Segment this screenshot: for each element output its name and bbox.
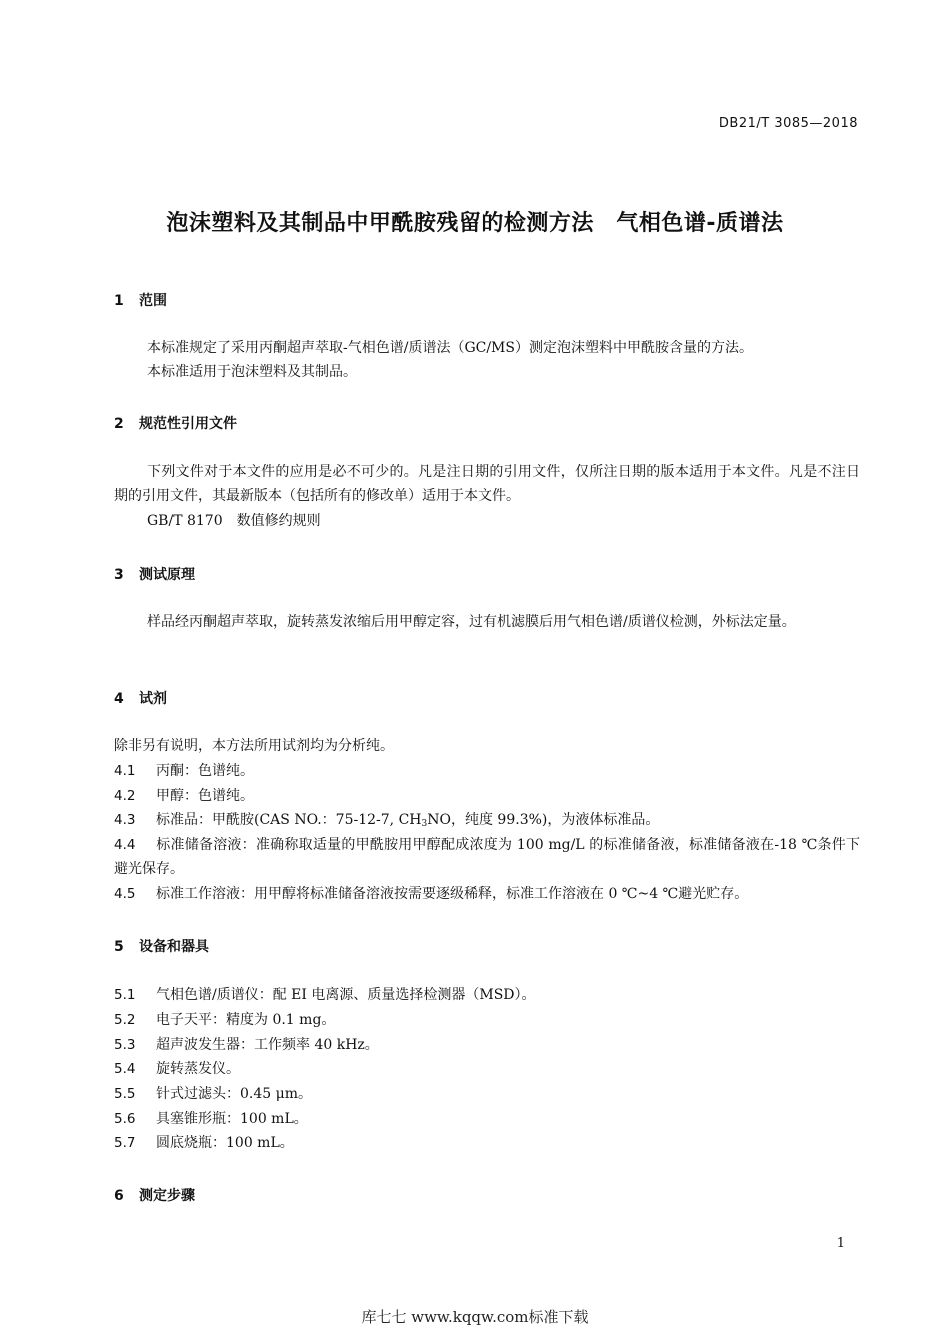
item-number: 4.2 [114,788,136,804]
principle-paragraph: 样品经丙酮超声萃取，旋转蒸发浓缩后用甲醇定容，过有机滤膜后用气相色谱/质谱仪检测，外标法定量。 [147,614,796,630]
equipment-item [114,983,860,1007]
section-number: 2 [114,416,124,432]
reagent-item [114,882,860,906]
item-text: 气相色谱/质谱仪：配 EI 电离源、质量选择检测器（MSD）。 [156,987,536,1003]
item-text: 具塞锥形瓶：100 mL。 [156,1111,308,1127]
section-title: 设备和器具 [139,939,209,955]
footer-watermark: 库七七 www.kqqw.com标准下载 [361,1308,589,1326]
item-number: 4.5 [114,886,136,902]
section-title: 规范性引用文件 [139,416,237,432]
document-title: 泡沫塑料及其制品中甲酰胺残留的检测方法 气相色谱-质谱法 [166,211,784,236]
equipment-item [114,1033,860,1057]
section-4-heading [114,688,167,708]
section-5-heading [114,936,209,956]
equipment-item [114,1107,860,1131]
item-number: 5.4 [114,1061,136,1077]
section-6-heading [114,1185,195,1205]
section-2-heading [114,413,237,433]
normative-references-paragraph: 下列文件对于本文件的应用是必不可少的。凡是注日期的引用文件，仅所注日期的版本适用于本文件。凡是不注日期的引用文件，其最新版本（包括所有的修改单）适用于本文件。 [114,464,860,504]
item-text: 超声波发生器：工作频率 40 kHz。 [156,1037,379,1053]
reagent-item [114,808,860,832]
item-number: 5.3 [114,1037,136,1053]
reagents-intro: 除非另有说明，本方法所用试剂均为分析纯。 [114,738,394,754]
section-title: 测定步骤 [139,1188,195,1204]
item-text: 针式过滤头：0.45 μm。 [156,1086,312,1102]
section-title: 测试原理 [139,567,195,583]
item-text: 标准储备溶液：准确称取适量的甲酰胺用甲醇配成浓度为 100 mg/L 的标准储备液，标准储备液在-18 ℃条件下避光保存。 [114,837,860,877]
equipment-item [114,1082,860,1106]
document-code: DB21/T 3085—2018 [718,116,858,131]
section-number: 5 [114,939,124,955]
page-number: 1 [836,1236,845,1251]
equipment-item [114,1008,860,1032]
item-text: 甲醇：色谱纯。 [156,788,254,804]
equipment-item [114,1057,860,1081]
item-text: 丙酮：色谱纯。 [156,763,254,779]
scope-line-1: 本标准规定了采用丙酮超声萃取-气相色谱/质谱法（GC/MS）测定泡沫塑料中甲酰胺含量的方法。 [147,340,753,356]
item-number: 5.6 [114,1111,136,1127]
item-number: 4.1 [114,763,136,779]
scope-line-2: 本标准适用于泡沫塑料及其制品。 [147,364,357,380]
reagent-item [114,784,860,808]
section-title: 试剂 [139,691,167,707]
section-number: 3 [114,567,124,583]
section-title: 范围 [139,293,167,309]
reagent-item [114,833,860,881]
section-number: 4 [114,691,124,707]
section-number: 1 [114,293,124,309]
item-number: 4.3 [114,812,136,828]
section-3-heading [114,564,195,584]
item-number: 5.2 [114,1012,136,1028]
equipment-item [114,1131,860,1155]
item-number: 5.5 [114,1086,136,1102]
item-text: 电子天平：精度为 0.1 mg。 [156,1012,336,1028]
section-1-heading [114,290,167,310]
item-text: 旋转蒸发仪。 [156,1061,240,1077]
subscript: 3 [421,819,428,829]
item-text-b: NO，纯度 99.3%)，为液体标准品。 [427,812,660,828]
item-text-a: 标准品：甲酰胺(CAS NO.：75-12-7, CH [156,812,422,828]
item-text: 圆底烧瓶：100 mL。 [156,1135,294,1151]
item-number: 5.7 [114,1135,136,1151]
section-number: 6 [114,1188,124,1204]
item-text: 标准工作溶液：用甲醇将标准储备溶液按需要逐级稀释，标准工作溶液在 0 ℃~4 ℃避光贮存。 [156,886,749,902]
reagent-item [114,759,860,783]
item-number: 4.4 [114,837,136,853]
reference-gbt8170: GB/T 8170 数值修约规则 [147,513,321,529]
item-number: 5.1 [114,987,136,1003]
